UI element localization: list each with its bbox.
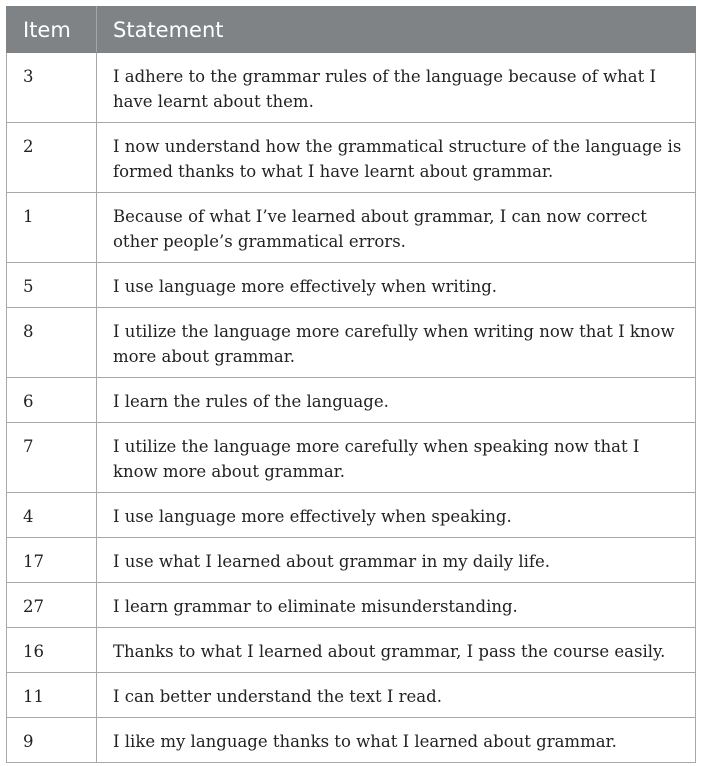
table-row xyxy=(7,378,696,423)
item-number: 7 xyxy=(7,423,97,493)
table-row xyxy=(7,123,696,193)
table-row xyxy=(7,583,696,628)
table-row xyxy=(7,628,696,673)
statement-text: I use what I learned about grammar in my daily life. xyxy=(97,538,696,583)
statement-text: I use language more effectively when writing. xyxy=(97,263,696,308)
item-number: 6 xyxy=(7,378,97,423)
table-row xyxy=(7,263,696,308)
statement-text: I now understand how the grammatical structure of the language is formed thanks to what I have learnt about grammar. xyxy=(97,123,696,193)
statement-text: I can better understand the text I read. xyxy=(97,673,696,718)
statement-text: I learn grammar to eliminate misunderstanding. xyxy=(97,583,696,628)
statement-text: I learn the rules of the language. xyxy=(97,378,696,423)
statement-text: I adhere to the grammar rules of the language because of what I have learnt about them. xyxy=(97,53,696,123)
item-number: 16 xyxy=(7,628,97,673)
item-number: 8 xyxy=(7,308,97,378)
statement-text: Because of what I’ve learned about grammar, I can now correct other people’s grammatical errors. xyxy=(97,193,696,263)
item-number: 9 xyxy=(7,718,97,763)
item-number: 1 xyxy=(7,193,97,263)
statement-text: Thanks to what I learned about grammar, I pass the course easily. xyxy=(97,628,696,673)
header-statement: Statement xyxy=(97,7,696,53)
statement-text: I use language more effectively when speaking. xyxy=(97,493,696,538)
table-row xyxy=(7,673,696,718)
table-row xyxy=(7,718,696,763)
statement-text: I like my language thanks to what I learned about grammar. xyxy=(97,718,696,763)
item-number: 17 xyxy=(7,538,97,583)
table-header-row xyxy=(7,7,696,53)
item-number: 5 xyxy=(7,263,97,308)
table-row xyxy=(7,193,696,263)
statement-text: I utilize the language more carefully when speaking now that I know more about grammar. xyxy=(97,423,696,493)
table-row xyxy=(7,423,696,493)
table-row xyxy=(7,493,696,538)
header-item: Item xyxy=(7,7,97,53)
table-row xyxy=(7,53,696,123)
table-row xyxy=(7,538,696,583)
item-number: 2 xyxy=(7,123,97,193)
statements-table xyxy=(6,6,696,763)
item-number: 3 xyxy=(7,53,97,123)
item-number: 11 xyxy=(7,673,97,718)
statements-table-container xyxy=(6,6,695,763)
table-row xyxy=(7,308,696,378)
item-number: 27 xyxy=(7,583,97,628)
statement-text: I utilize the language more carefully when writing now that I know more about grammar. xyxy=(97,308,696,378)
item-number: 4 xyxy=(7,493,97,538)
